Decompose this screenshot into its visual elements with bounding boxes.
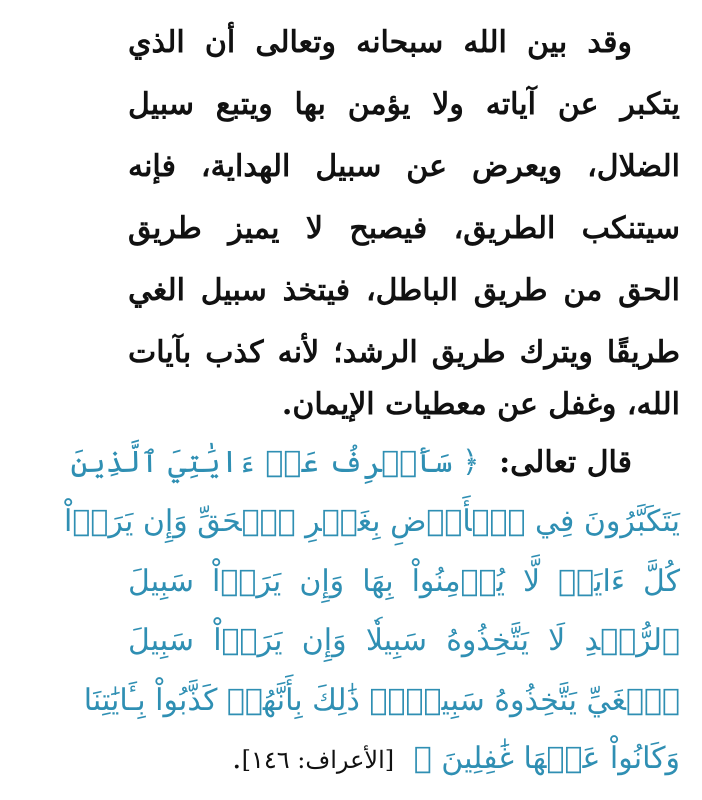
quran-line [70,432,632,494]
quran-line: يَتَكَبَّرُونَ فِي ٱلۡأَرۡضِ بِغَيۡرِ ٱلۡحَقِّ وَإِن يَرَوۡاْ [64,504,680,539]
quran-close-bracket: ﴾ [413,741,432,776]
prose-line: طريقًا ويترك طريق الرشد؛ لأنه كذب بآيات [128,335,680,370]
prose-line: وقد بين الله سبحانه وتعالى أن الذي [128,25,632,60]
quran-line: ٱلرُّشۡدِ لَا يَتَّخِذُوهُ سَبِيلٗا وَإِن يَرَوۡاْ سَبِيلَ [128,623,680,658]
quran-line: ٱلۡغَيِّ يَتَّخِذُوهُ سَبِيلٗاۚ ذَٰلِكَ بِأَنَّهُمۡ كَذَّبُواْ بِـَٔايَٰتِنَا [83,683,680,718]
quran-verse-text: سَأَصۡرِفُ عَنۡ ءَايَٰتِيَ ٱلَّذِينَ [70,445,453,480]
verse-citation: [الأعراف: ١٤٦] [241,746,395,774]
prose-line: الضلال، ويعرض عن سبيل الهداية، فإنه [128,149,680,184]
prose-line: يتكبر عن آياته ولا يؤمن بها ويتبع سبيل [128,87,680,122]
quran-open-bracket: ﴿ [461,445,480,480]
quran-line: كُلَّ ءَايَةٖ لَّا يُؤۡمِنُواْ بِهَا وَإِن يَرَوۡاْ سَبِيلَ [128,564,680,599]
quran-line [128,728,680,790]
prose-line: الحق من طريق الباطل، فيتخذ سبيل الغي [128,273,680,308]
quran-verse-text: وَكَانُواْ عَنۡهَا غَٰفِلِينَ [441,741,680,776]
end-mark: . [232,741,242,776]
prose-line: الله، وغفل عن معطيات الإيمان. [281,387,680,422]
prose-line: سيتنكب الطريق، فيصبح لا يميز طريق [128,211,680,246]
quote-intro-label: قال تعالى: [499,445,632,480]
